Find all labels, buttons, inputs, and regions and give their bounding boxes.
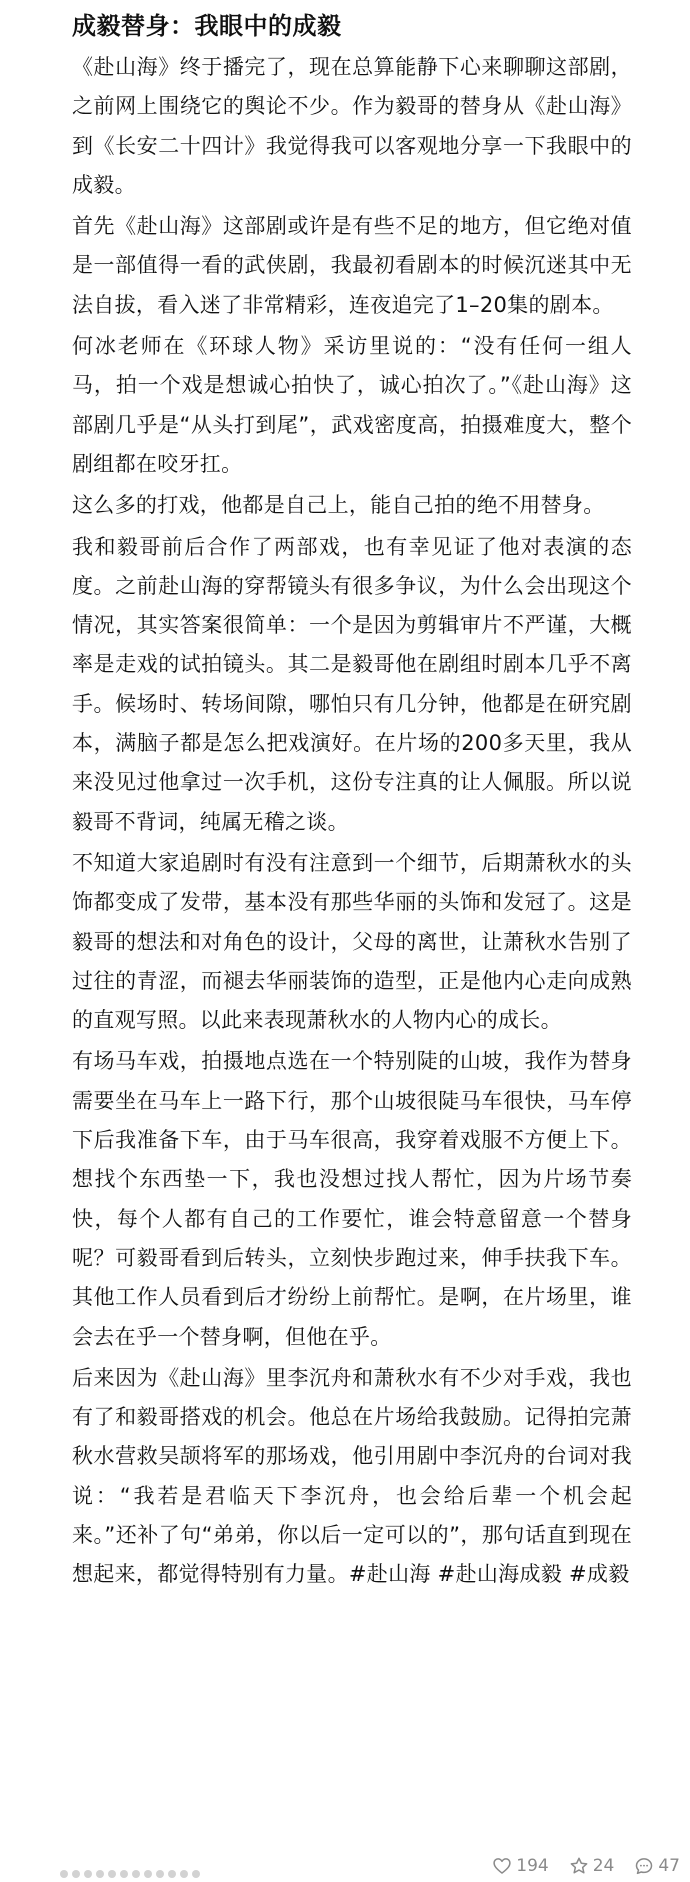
like-count: 194	[516, 1856, 549, 1876]
pager-dot[interactable]	[180, 1870, 188, 1878]
article-paragraph-2: 首先《赴山海》这部剧或许是有些不足的地方，但它绝对值是一部值得一看的武侠剧，我最初看剧本的时候沉迷其中无法自拔，看入迷了非常精彩，连夜追完了1–20集的剧本。	[72, 214, 632, 317]
pager-dot[interactable]	[84, 1870, 92, 1878]
like-button[interactable]	[492, 1856, 548, 1876]
pager-dot[interactable]	[144, 1870, 152, 1878]
article	[72, 0, 632, 1595]
star-icon	[569, 1856, 589, 1876]
article-paragraph-7: 有场马车戏，拍摄地点选在一个特别陡的山坡，我作为替身需要坐在马车上一路下行，那个山坡很陡马车很快，马车停下后我准备下车，由于马车很高，我穿着戏服不方便上下。想找个东西垫一下，我也没想过找人帮忙，因为片场节奏快，每个人都有自己的工作要忙，谁会特意留意一个替身呢？可毅哥看到后转头，立刻快步跑过来，伸手扶我下车。其他工作人员看到后才纷纷上前帮忙。是啊，在片场里，谁会去在乎一个替身啊，但他在乎。	[72, 1049, 632, 1349]
article-paragraph-4: 这么多的打戏，他都是自己上，能自己拍的绝不用替身。	[72, 493, 605, 518]
engagement-stats	[472, 1856, 680, 1876]
pager-dot[interactable]	[156, 1870, 164, 1878]
comment-bubble-icon	[634, 1856, 654, 1876]
comment-count: 47	[658, 1856, 680, 1876]
pager-dot[interactable]	[108, 1870, 116, 1878]
article-paragraph-1: 《赴山海》终于播完了，现在总算能静下心来聊聊这部剧，之前网上围绕它的舆论不少。作为毅哥的替身从《赴山海》到《长安二十四计》我觉得我可以客观地分享一下我眼中的成毅。	[72, 55, 632, 197]
article-paragraph-5: 我和毅哥前后合作了两部戏，也有幸见证了他对表演的态度。之前赴山海的穿帮镜头有很多争议，为什么会出现这个情况，其实答案很简单：一个是因为剪辑审片不严谨，大概率是走戏的试拍镜头。其二是毅哥他在剧组时剧本几乎不离手。候场时、转场间隙，哪怕只有几分钟，他都是在研究剧本，满脑子都是怎么把戏演好。在片场的200多天里，我从来没见过他拿过一次手机，这份专注真的让人佩服。所以说毅哥不背词，纯属无稽之谈。	[72, 534, 632, 834]
article-title: 成毅替身：我眼中的成毅	[72, 12, 342, 40]
repost-count: 24	[592, 1856, 615, 1876]
article-paragraph-3: 何冰老师在《环球人物》采访里说的：“没有任何一组人马，拍一个戏是想诚心拍快了，诚心拍次了。”《赴山海》这部剧几乎是“从头打到尾”，武戏密度高，拍摄难度大，整个剧组都在咬牙扛。	[72, 334, 632, 476]
pager-dot[interactable]	[192, 1870, 200, 1878]
pager-dot[interactable]	[72, 1870, 80, 1878]
pager-dot[interactable]	[60, 1870, 68, 1878]
pager-dot[interactable]	[132, 1870, 140, 1878]
heart-icon	[492, 1856, 512, 1876]
image-pager-dots[interactable]	[60, 1863, 204, 1871]
article-paragraph-6: 不知道大家追剧时有没有注意到一个细节，后期萧秋水的头饰都变成了发带，基本没有那些华丽的头饰和发冠了。这是毅哥的想法和对角色的设计，父母的离世，让萧秋水告别了过往的青涩，而褪去华丽装饰的造型，正是他内心走向成熟的直观写照。以此来表现萧秋水的人物内心的成长。	[72, 850, 632, 1033]
pager-dot[interactable]	[96, 1870, 104, 1878]
pager-dot[interactable]	[120, 1870, 128, 1878]
comment-button[interactable]	[634, 1856, 680, 1876]
pager-dot[interactable]	[168, 1870, 176, 1878]
repost-button[interactable]	[569, 1856, 615, 1876]
post-footer	[0, 1836, 690, 1878]
article-paragraph-8: 后来因为《赴山海》里李沉舟和萧秋水有不少对手戏，我也有了和毅哥搭戏的机会。他总在片场给我鼓励。记得拍完萧秋水营救吴颉将军的那场戏，他引用剧中李沉舟的台词对我说：“我若是君临天下李沉舟，也会给后辈一个机会起来。”还补了句“弟弟，你以后一定可以的”，那句话直到现在想起来，都觉得特别有力量。#赴山海 #赴山海成毅 #成毅	[72, 1365, 632, 1587]
